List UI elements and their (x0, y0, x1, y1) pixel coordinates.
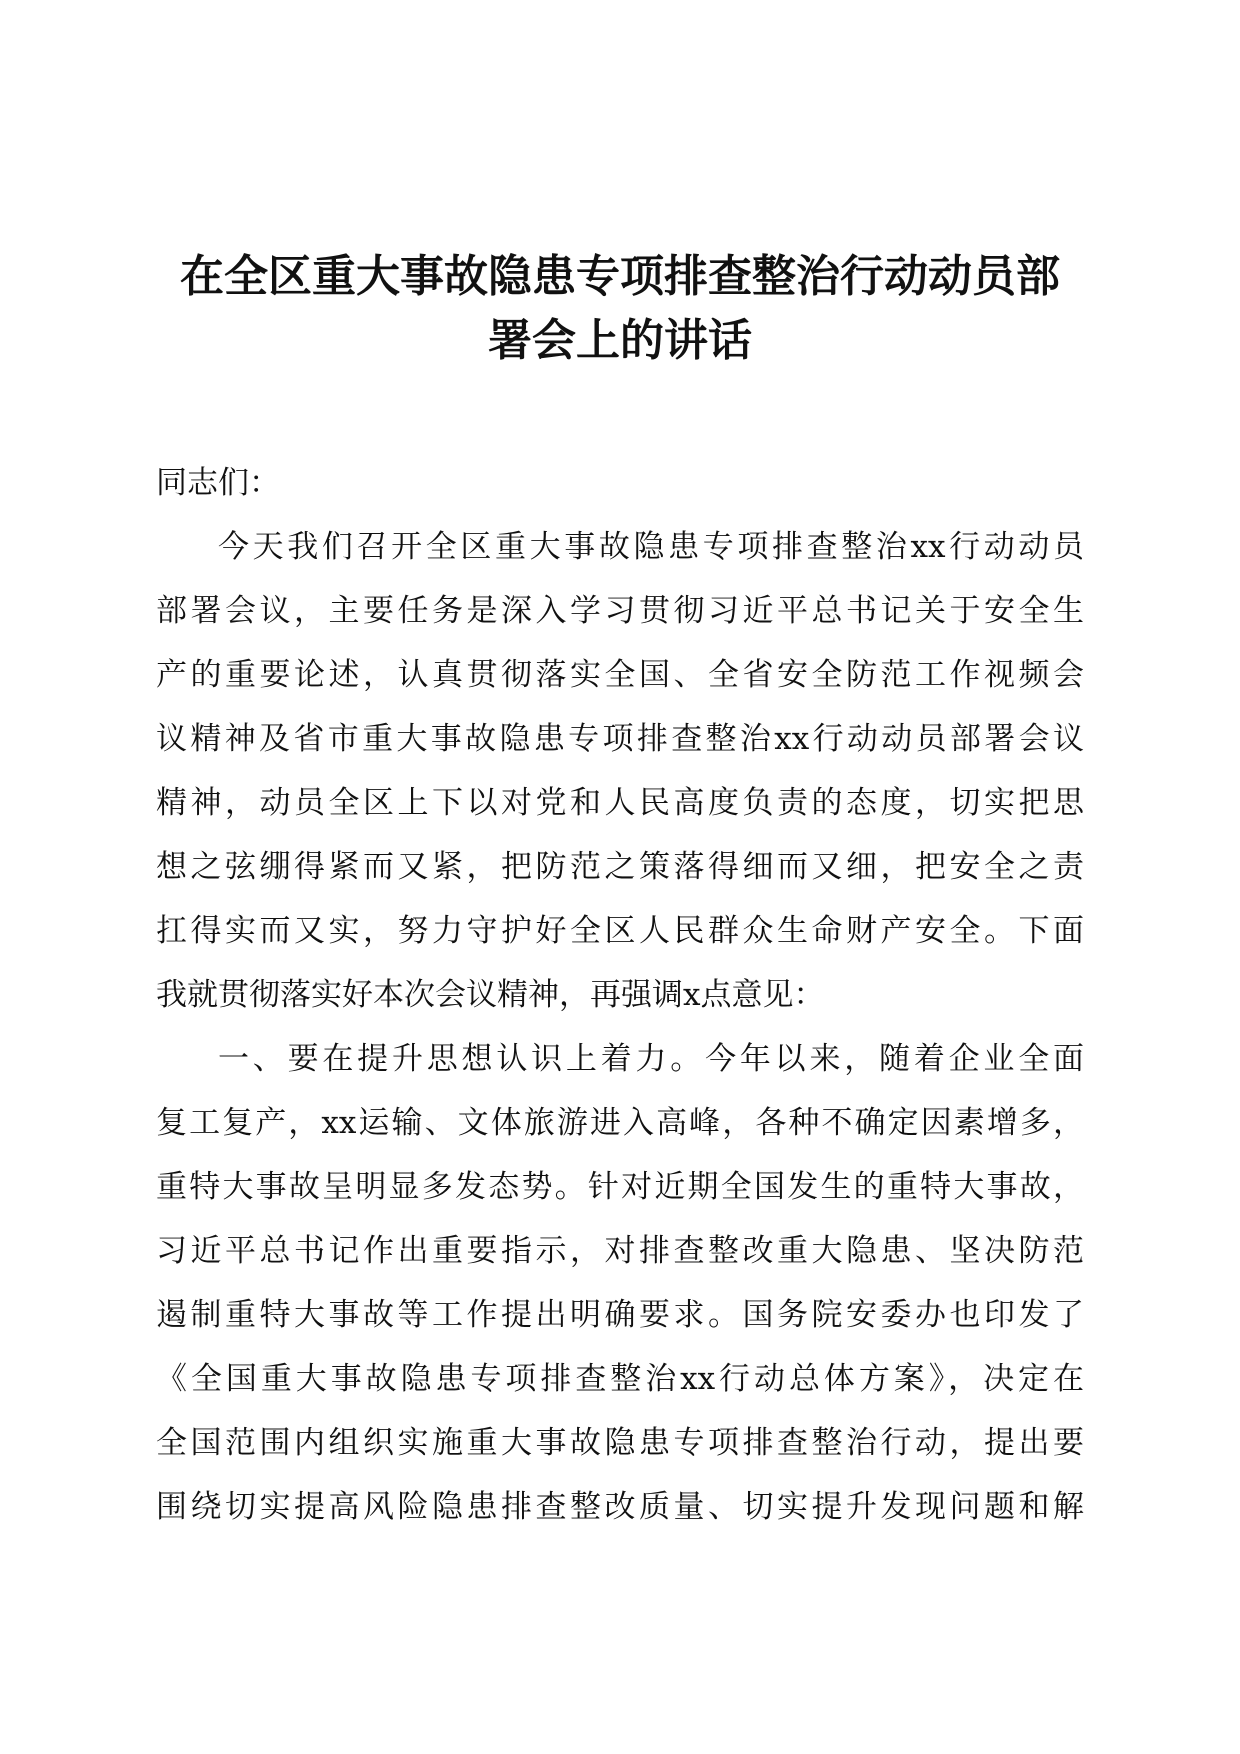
salutation: 同志们： (156, 465, 280, 501)
paragraph-line: 围绕切实提高风险隐患排查整改质量、切实提升发现问题和解 (156, 1489, 1084, 1525)
paragraph-line: 重特大事故呈明显多发态势。针对近期全国发生的重特大事故， (156, 1169, 1084, 1205)
document-title (156, 245, 1084, 373)
paragraph-line: 《全国重大事故隐患专项排查整治xx行动总体方案》，决定在 (156, 1361, 1084, 1397)
paragraph-line: 一、要在提升思想认识上着力。今年以来，随着企业全面 (218, 1041, 1084, 1077)
paragraph-2 (156, 1027, 1084, 1539)
document-body (156, 451, 1084, 1539)
paragraph-line: 精神，动员全区上下以对党和人民高度负责的态度，切实把思 (156, 785, 1084, 821)
paragraph-line: 产的重要论述，认真贯彻落实全国、全省安全防范工作视频会 (156, 657, 1084, 693)
paragraph-line: 遏制重特大事故等工作提出明确要求。国务院安委办也印发了 (156, 1297, 1084, 1333)
paragraph-line: 全国范围内组织实施重大事故隐患专项排查整治行动，提出要 (156, 1425, 1084, 1461)
paragraph-line: 想之弦绷得紧而又紧，把防范之策落得细而又细，把安全之责 (156, 849, 1084, 885)
paragraph-1 (156, 515, 1084, 1027)
paragraph-line: 我就贯彻落实好本次会议精神，再强调x点意见： (156, 977, 825, 1013)
paragraph-line: 部署会议，主要任务是深入学习贯彻习近平总书记关于安全生 (156, 593, 1084, 629)
paragraph-line: 扛得实而又实，努力守护好全区人民群众生命财产安全。下面 (156, 913, 1084, 949)
title-line: 在全区重大事故隐患专项排查整治行动动员部 (180, 251, 1060, 302)
paragraph-line: 今天我们召开全区重大事故隐患专项排查整治xx行动动员 (218, 529, 1084, 565)
paragraph-line: 议精神及省市重大事故隐患专项排查整治xx行动动员部署会议 (156, 721, 1084, 757)
title-line: 署会上的讲话 (488, 315, 752, 366)
paragraph-line: 习近平总书记作出重要指示，对排查整改重大隐患、坚决防范 (156, 1233, 1084, 1269)
paragraph-line: 复工复产，xx运输、文体旅游进入高峰，各种不确定因素增多， (156, 1105, 1084, 1141)
